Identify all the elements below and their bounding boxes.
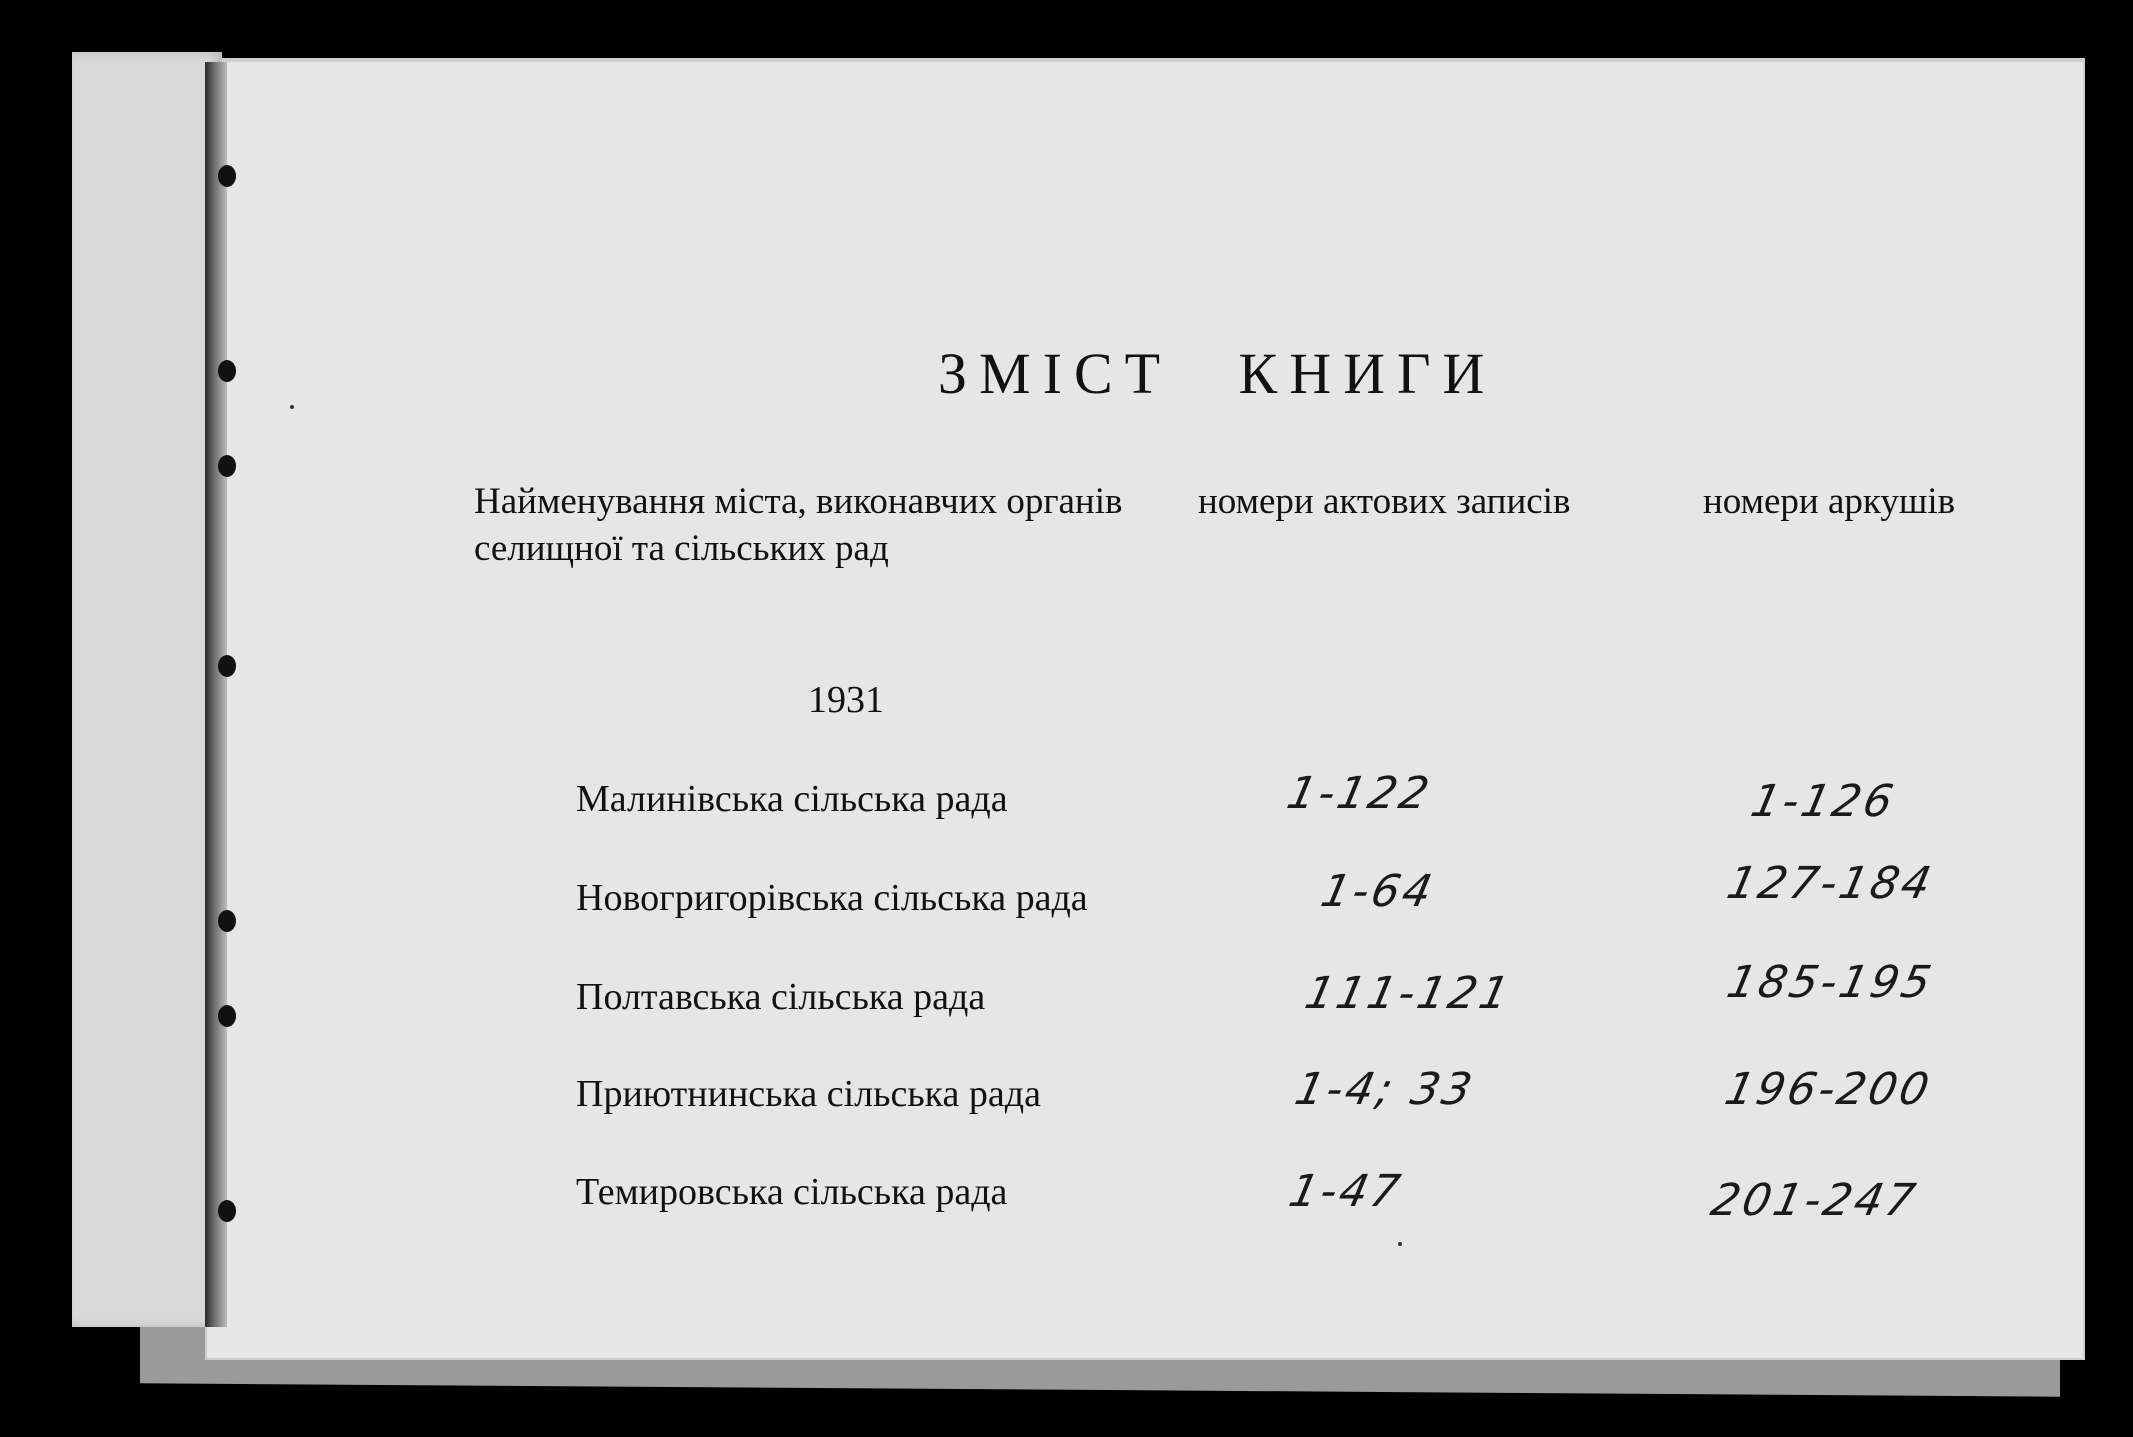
table-row-name: Полтавська сільська рада — [576, 976, 986, 1018]
table-row-name: Малинівська сільська рада — [576, 778, 1008, 820]
paper-speck — [290, 405, 294, 409]
binding-hole-icon — [218, 1005, 236, 1027]
column-header-name: Найменування міста, виконавчих органів селищної та сільських рад — [474, 481, 1123, 569]
binding-hole-icon — [218, 1200, 236, 1222]
binding-hole-icon — [218, 360, 236, 382]
table-row-name: Приютнинська сільська рада — [576, 1073, 1041, 1115]
paper-speck — [1398, 1242, 1402, 1246]
table-row-sheets: 201-247 — [1706, 1175, 1923, 1226]
table-row-sheets: 127-184 — [1722, 858, 1939, 909]
page-title: ЗМІСТ КНИГИ — [938, 341, 1497, 406]
year-label: 1931 — [808, 679, 884, 721]
folded-left-flap — [72, 52, 222, 1327]
binding-hole-icon — [218, 165, 236, 187]
table-row-acts: 1-64 — [1316, 866, 1440, 917]
binding-hole-icon — [218, 455, 236, 477]
column-header-sheet-numbers: номери аркушів — [1703, 481, 1956, 522]
table-row-acts: 1-47 — [1284, 1166, 1408, 1217]
binding-hole-icon — [218, 655, 236, 677]
table-row-sheets: 196-200 — [1720, 1064, 1937, 1115]
column-header-act-numbers: номери актових записів — [1198, 481, 1571, 522]
table-row-name: Темировська сільська рада — [576, 1171, 1008, 1213]
binding-hole-icon — [218, 910, 236, 932]
table-row-acts: 1-122 — [1282, 768, 1437, 819]
binding-strip — [205, 62, 227, 1327]
table-row-acts: 1-4; 33 — [1290, 1064, 1480, 1115]
table-row-name: Новогригорівська сільська рада — [576, 877, 1088, 919]
table-row-sheets: 1-126 — [1746, 776, 1901, 827]
table-row-sheets: 185-195 — [1722, 957, 1939, 1008]
table-row-acts: 111-121 — [1300, 968, 1517, 1019]
document-page — [205, 60, 2085, 1360]
